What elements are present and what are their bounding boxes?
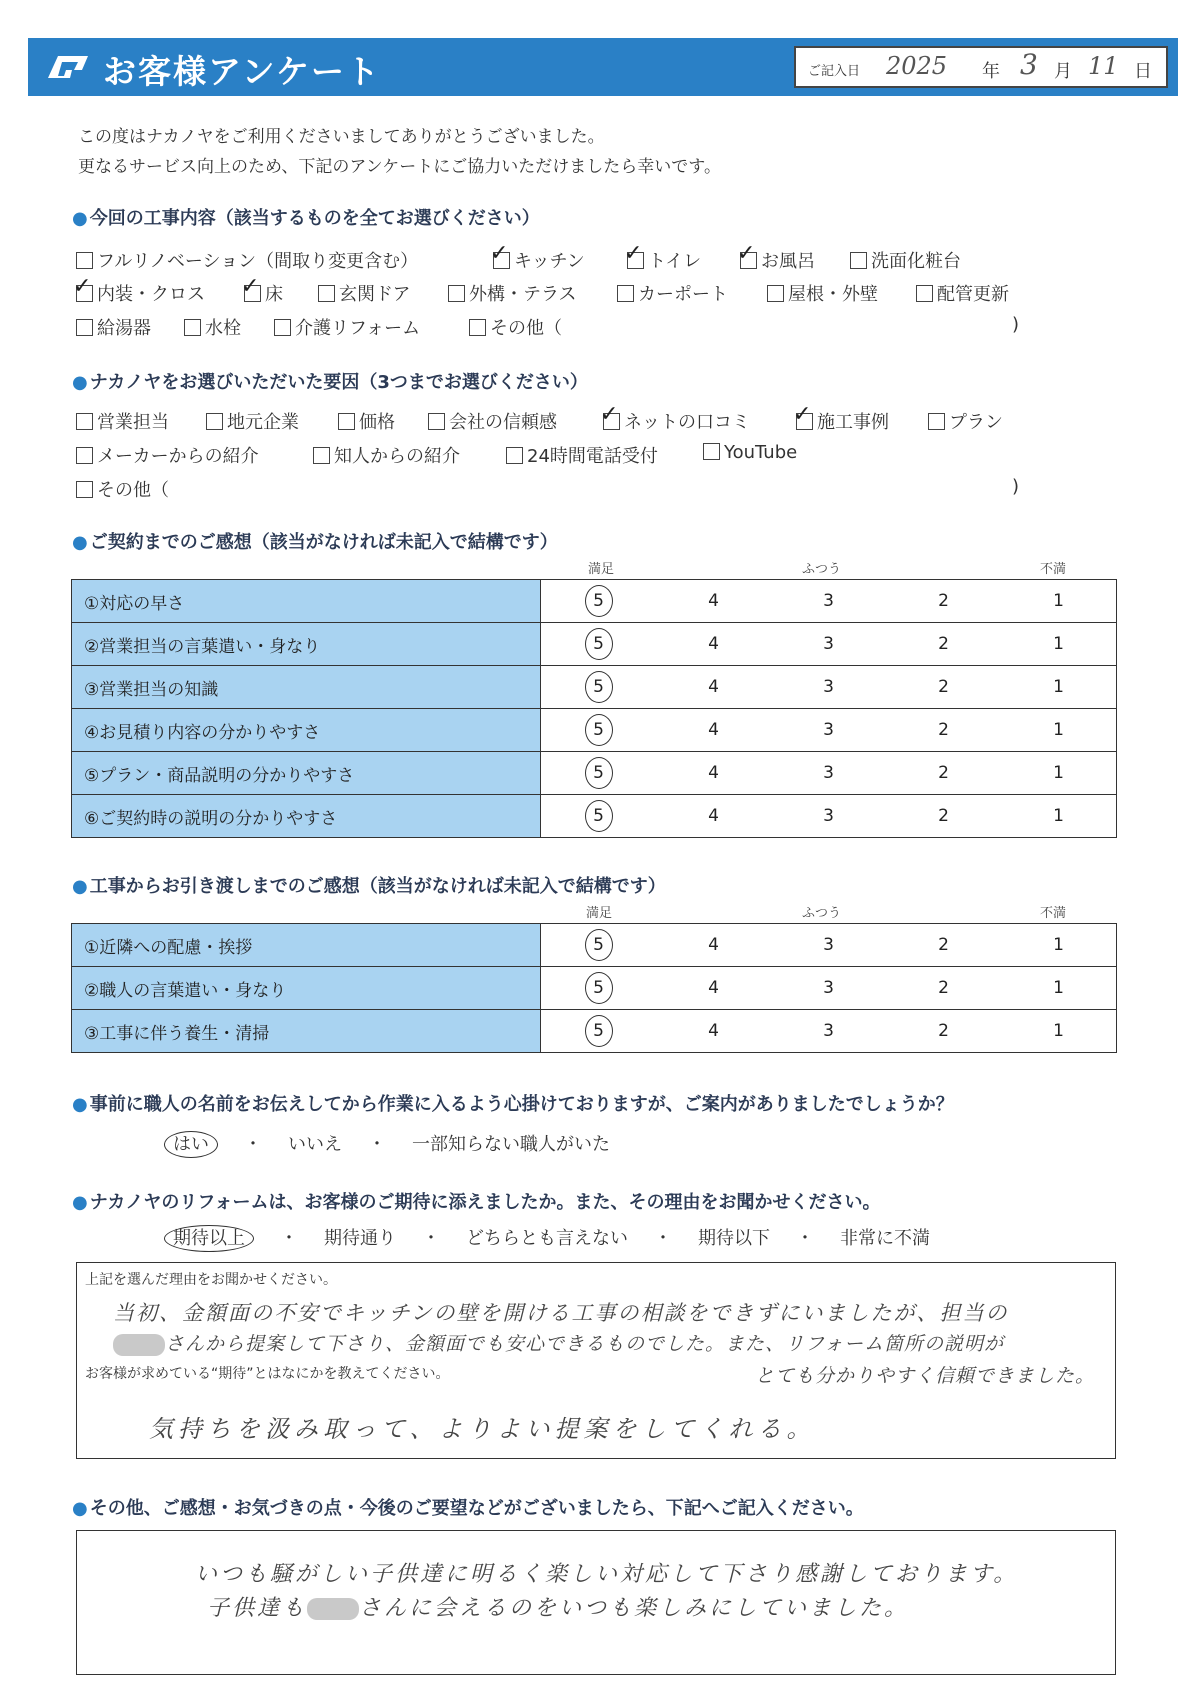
q5-title: ● 事前に職人の名前をお伝えしてから作業に入るよう心掛けておりますが、ご案内がありましたでしょうか？	[72, 1090, 954, 1116]
option-label: 玄関ドア	[339, 284, 411, 305]
option-label: 価格	[359, 412, 395, 433]
scale-high-label: 満足	[588, 562, 615, 577]
selected-circle: 5	[585, 800, 613, 832]
rating-option-3[interactable]: 3	[771, 1010, 886, 1053]
selected-circle: 5	[585, 972, 613, 1004]
q1-option[interactable]	[184, 314, 241, 340]
checkbox-icon[interactable]	[274, 319, 291, 336]
rating-item-label: ②営業担当の言葉遣い・身なり	[72, 623, 541, 666]
q2-option[interactable]	[206, 408, 299, 434]
comment-line-1: いつも騒がしい子供達に明るく楽しい対応して下さり感謝しております。	[195, 1562, 1019, 1587]
checkbox-icon[interactable]	[206, 413, 223, 430]
rating-option-5[interactable]	[541, 1010, 656, 1053]
option-label: 水栓	[205, 318, 241, 339]
q2-other-close-paren: )	[1012, 476, 1020, 497]
option-label: ネットの口コミ	[624, 412, 750, 433]
scale-mid-label: ふつう	[802, 562, 842, 577]
scale-low-label-2: 不満	[1040, 906, 1067, 921]
rating-option-3[interactable]: 3	[771, 623, 886, 666]
q2-option[interactable]	[76, 408, 169, 434]
intro-line-2: 更なるサービス向上のため、下記のアンケートにご協力いただけましたら幸いです。	[78, 157, 721, 177]
scale-high-label-2: 満足	[586, 906, 613, 921]
option-label: 配管更新	[937, 284, 1009, 305]
rating-option-4[interactable]: 4	[656, 752, 771, 795]
separator: ・	[280, 1228, 298, 1249]
checkbox-icon[interactable]	[76, 319, 93, 336]
rating-option-1[interactable]: 1	[1001, 967, 1117, 1010]
rating-option-3[interactable]: 3	[771, 752, 886, 795]
q2-option[interactable]	[76, 442, 259, 468]
separator: ・	[244, 1134, 262, 1155]
rating-row	[72, 967, 1117, 1010]
selected-circle: 5	[585, 671, 613, 703]
expect-prompt: お客様が求めている“期待”とはなにかを教えてください。	[85, 1366, 450, 1382]
q2-option[interactable]	[76, 476, 169, 502]
rating-option-5[interactable]	[541, 623, 656, 666]
option-label: その他（	[490, 318, 562, 339]
q1-option[interactable]	[274, 314, 420, 340]
checkbox-icon[interactable]	[244, 285, 261, 302]
option-label: キッチン	[514, 251, 585, 272]
q1-option[interactable]	[76, 314, 151, 340]
option-label: 床	[265, 284, 283, 305]
rating-item-label: ⑤プラン・商品説明の分かりやすさ	[72, 752, 541, 795]
checkbox-icon[interactable]	[76, 447, 93, 464]
q2-title: ● ナカノヤをお選びいただいた要因（3つまでお選びください）	[72, 368, 588, 394]
rating-option-3[interactable]: 3	[771, 967, 886, 1010]
rating-option-2[interactable]: 2	[886, 752, 1001, 795]
rating-row	[72, 1010, 1117, 1053]
checkbox-icon[interactable]	[506, 447, 523, 464]
q2-option[interactable]	[428, 408, 557, 434]
rating-row	[72, 666, 1117, 709]
rating-option-4[interactable]: 4	[656, 666, 771, 709]
scale-mid-label-2: ふつう	[802, 906, 842, 921]
reason-line-3: とても分かりやすく信頼できました。	[755, 1365, 1096, 1387]
q2-option[interactable]	[703, 442, 797, 463]
rating-option-3[interactable]: 3	[771, 924, 886, 967]
q1-option[interactable]	[767, 280, 878, 306]
month-unit: 月	[1054, 61, 1072, 82]
q6-choice[interactable]: 期待以下	[698, 1228, 770, 1249]
checkbox-icon[interactable]	[76, 413, 93, 430]
rating-option-3[interactable]: 3	[771, 666, 886, 709]
option-label: 営業担当	[97, 412, 169, 433]
checkbox-icon[interactable]	[796, 413, 813, 430]
rating-row	[72, 795, 1117, 838]
rating-row	[72, 709, 1117, 752]
date-year: 2025	[886, 52, 948, 80]
rating-option-1[interactable]: 1	[1001, 580, 1117, 623]
reason-line-1: 当初、金額面の不安でキッチンの壁を開ける工事の相談をできずにいましたが、担当の	[113, 1301, 1009, 1325]
q5-choice[interactable]: 一部知らない職人がいた	[412, 1134, 610, 1155]
q1-option[interactable]	[76, 280, 205, 306]
option-label: 外構・テラス	[469, 284, 577, 305]
rating-option-1[interactable]: 1	[1001, 924, 1117, 967]
checkbox-icon[interactable]	[850, 252, 867, 269]
checkbox-icon[interactable]	[928, 413, 945, 430]
checkbox-icon[interactable]	[76, 481, 93, 498]
checkbox-icon[interactable]	[76, 252, 93, 269]
q6-choice[interactable]: 期待以上	[164, 1225, 254, 1252]
rating-option-4[interactable]: 4	[656, 1010, 771, 1053]
separator: ・	[654, 1228, 672, 1249]
rating-item-label: ⑥ご契約時の説明の分かりやすさ	[72, 795, 541, 838]
selected-circle: 5	[585, 929, 613, 961]
option-label: 会社の信頼感	[449, 412, 557, 433]
rating-option-5[interactable]	[541, 752, 656, 795]
option-label: 給湯器	[97, 318, 151, 339]
selected-circle: 5	[585, 714, 613, 746]
rating-option-2[interactable]: 2	[886, 666, 1001, 709]
checkbox-icon[interactable]	[703, 443, 720, 460]
q7-comment-box	[76, 1530, 1116, 1675]
survey-title: お客様アンケート	[103, 52, 382, 91]
checkbox-icon[interactable]	[184, 319, 201, 336]
rating-row	[72, 752, 1117, 795]
q1-option[interactable]	[850, 247, 961, 273]
reason-line-2: さんから提案して下さり、金額面でも安心できるものでした。また、リフォーム箇所の説明が	[113, 1329, 1004, 1356]
option-label: メーカーからの紹介	[97, 446, 259, 467]
q6-choice[interactable]: 期待通り	[324, 1228, 396, 1249]
expect-answer: 気持ちを汲み取って、よりよい提案をしてくれる。	[149, 1415, 816, 1443]
separator: ・	[368, 1134, 386, 1155]
scale-low-label: 不満	[1040, 562, 1067, 577]
checkbox-icon[interactable]	[603, 413, 620, 430]
q3-rating-table	[71, 579, 1117, 838]
checkbox-icon[interactable]	[916, 285, 933, 302]
rating-option-4[interactable]: 4	[656, 709, 771, 752]
checkbox-icon[interactable]	[627, 252, 644, 269]
date-day: 11	[1088, 52, 1119, 80]
rating-option-2[interactable]: 2	[886, 967, 1001, 1010]
checkbox-icon[interactable]	[428, 413, 445, 430]
checkbox-icon[interactable]	[469, 319, 486, 336]
rating-item-label: ①対応の早さ	[72, 580, 541, 623]
day-unit: 日	[1134, 61, 1152, 82]
q1-option[interactable]	[493, 247, 585, 273]
q6-reason-box	[76, 1262, 1116, 1459]
q2-option[interactable]	[796, 408, 889, 434]
q2-option[interactable]	[338, 408, 395, 434]
q2-option[interactable]	[928, 408, 1003, 434]
rating-item-label: ④お見積り内容の分かりやすさ	[72, 709, 541, 752]
rating-option-5[interactable]	[541, 967, 656, 1010]
rating-option-5[interactable]	[541, 666, 656, 709]
q4-title: ● 工事からお引き渡しまでのご感想（該当がなければ未記入で結構です）	[72, 872, 666, 898]
rating-option-5[interactable]	[541, 924, 656, 967]
q5-options	[164, 1130, 610, 1156]
q1-option[interactable]	[627, 247, 701, 273]
checkbox-icon[interactable]	[767, 285, 784, 302]
rating-option-4[interactable]: 4	[656, 924, 771, 967]
selected-circle: 5	[585, 757, 613, 789]
option-label: 地元企業	[227, 412, 299, 433]
rating-option-5[interactable]	[541, 709, 656, 752]
checkbox-icon[interactable]	[617, 285, 634, 302]
rating-option-1[interactable]: 1	[1001, 709, 1117, 752]
rating-item-label: ②職人の言葉遣い・身なり	[72, 967, 541, 1010]
checkbox-icon[interactable]	[338, 413, 355, 430]
company-logo	[42, 50, 92, 84]
q6-options	[164, 1224, 930, 1250]
option-label: フルリノベーション（間取り変更含む）	[97, 251, 419, 272]
option-label: 知人からの紹介	[334, 446, 460, 467]
q6-choice[interactable]: 非常に不満	[840, 1228, 930, 1249]
checkbox-icon[interactable]	[493, 252, 510, 269]
intro-line-1: この度はナカノヤをご利用くださいましてありがとうございました。	[78, 127, 605, 147]
rating-row	[72, 623, 1117, 666]
selected-circle: 5	[585, 585, 613, 617]
option-label: 屋根・外壁	[788, 284, 878, 305]
rating-option-3[interactable]: 3	[771, 709, 886, 752]
redacted-name-2	[307, 1598, 359, 1620]
rating-option-3[interactable]: 3	[771, 580, 886, 623]
year-unit: 年	[982, 61, 1000, 82]
option-label: トイレ	[648, 251, 702, 272]
checkbox-icon[interactable]	[448, 285, 465, 302]
rating-option-1[interactable]: 1	[1001, 795, 1117, 838]
date-field	[794, 46, 1168, 88]
q1-option[interactable]	[469, 314, 562, 340]
q1-option[interactable]	[244, 280, 283, 306]
q7-title: ● その他、ご感想・お気づきの点・今後のご要望などがございましたら、下記へご記入ください。	[72, 1494, 864, 1520]
separator: ・	[796, 1228, 814, 1249]
q6-title: ● ナカノヤのリフォームは、お客様のご期待に添えましたか。また、その理由をお聞かせください。	[72, 1188, 880, 1214]
rating-option-3[interactable]: 3	[771, 795, 886, 838]
rating-option-4[interactable]: 4	[656, 967, 771, 1010]
option-label: その他（	[97, 480, 169, 501]
checkbox-icon[interactable]	[313, 447, 330, 464]
checkbox-icon[interactable]	[318, 285, 335, 302]
q5-choice[interactable]: はい	[164, 1131, 218, 1158]
q4-rating-table	[71, 923, 1117, 1053]
q1-option[interactable]	[448, 280, 576, 306]
q3-title: ● ご契約までのご感想（該当がなければ未記入で結構です）	[72, 528, 558, 554]
rating-option-4[interactable]: 4	[656, 795, 771, 838]
option-label: 内装・クロス	[97, 284, 205, 305]
q1-option[interactable]	[916, 280, 1009, 306]
rating-option-1[interactable]: 1	[1001, 666, 1117, 709]
q2-option[interactable]	[603, 408, 750, 434]
rating-option-2[interactable]: 2	[886, 795, 1001, 838]
q1-other-close-paren: )	[1012, 314, 1020, 335]
rating-option-2[interactable]: 2	[886, 623, 1001, 666]
checkbox-icon[interactable]	[76, 285, 93, 302]
checkbox-icon[interactable]	[740, 252, 757, 269]
option-label: YouTube	[724, 442, 798, 463]
rating-option-2[interactable]: 2	[886, 1010, 1001, 1053]
rating-option-4[interactable]: 4	[656, 623, 771, 666]
rating-item-label: ③工事に伴う養生・清掃	[72, 1010, 541, 1053]
reason-prompt: 上記を選んだ理由をお聞かせください。	[85, 1272, 337, 1288]
q6-choice[interactable]: どちらとも言えない	[466, 1228, 628, 1249]
date-label: ご記入日	[808, 64, 861, 79]
rating-option-1[interactable]: 1	[1001, 623, 1117, 666]
rating-option-1[interactable]: 1	[1001, 1010, 1117, 1053]
rating-row	[72, 580, 1117, 623]
rating-option-5[interactable]	[541, 580, 656, 623]
selected-circle: 5	[585, 1015, 613, 1047]
rating-option-2[interactable]: 2	[886, 709, 1001, 752]
rating-option-2[interactable]: 2	[886, 924, 1001, 967]
rating-option-2[interactable]: 2	[886, 580, 1001, 623]
q2-option[interactable]	[313, 442, 460, 468]
rating-option-5[interactable]	[541, 795, 656, 838]
rating-item-label: ①近隣への配慮・挨拶	[72, 924, 541, 967]
selected-circle: 5	[585, 628, 613, 660]
option-label: 施工事例	[817, 412, 889, 433]
redacted-name	[113, 1334, 165, 1356]
q1-option[interactable]	[740, 247, 815, 273]
option-label: 24時間電話受付	[527, 446, 658, 467]
rating-item-label: ③営業担当の知識	[72, 666, 541, 709]
option-label: プラン	[949, 412, 1003, 433]
q1-option[interactable]	[76, 247, 418, 273]
q2-option[interactable]	[506, 442, 658, 468]
q1-option[interactable]	[318, 280, 410, 306]
separator: ・	[422, 1228, 440, 1249]
rating-row	[72, 924, 1117, 967]
option-label: 介護リフォーム	[295, 318, 421, 339]
comment-line-2: 子供達も さんに会えるのをいつも楽しみにしていました。	[207, 1596, 910, 1621]
option-label: カーポート	[638, 284, 728, 305]
rating-option-1[interactable]: 1	[1001, 752, 1117, 795]
q1-option[interactable]	[617, 280, 728, 306]
q1-title: ● 今回の工事内容（該当するものを全てお選びください）	[72, 204, 540, 230]
date-month: 3	[1020, 48, 1038, 81]
q5-choice[interactable]: いいえ	[288, 1134, 342, 1155]
option-label: お風呂	[761, 251, 815, 272]
option-label: 洗面化粧台	[871, 251, 961, 272]
rating-option-4[interactable]: 4	[656, 580, 771, 623]
